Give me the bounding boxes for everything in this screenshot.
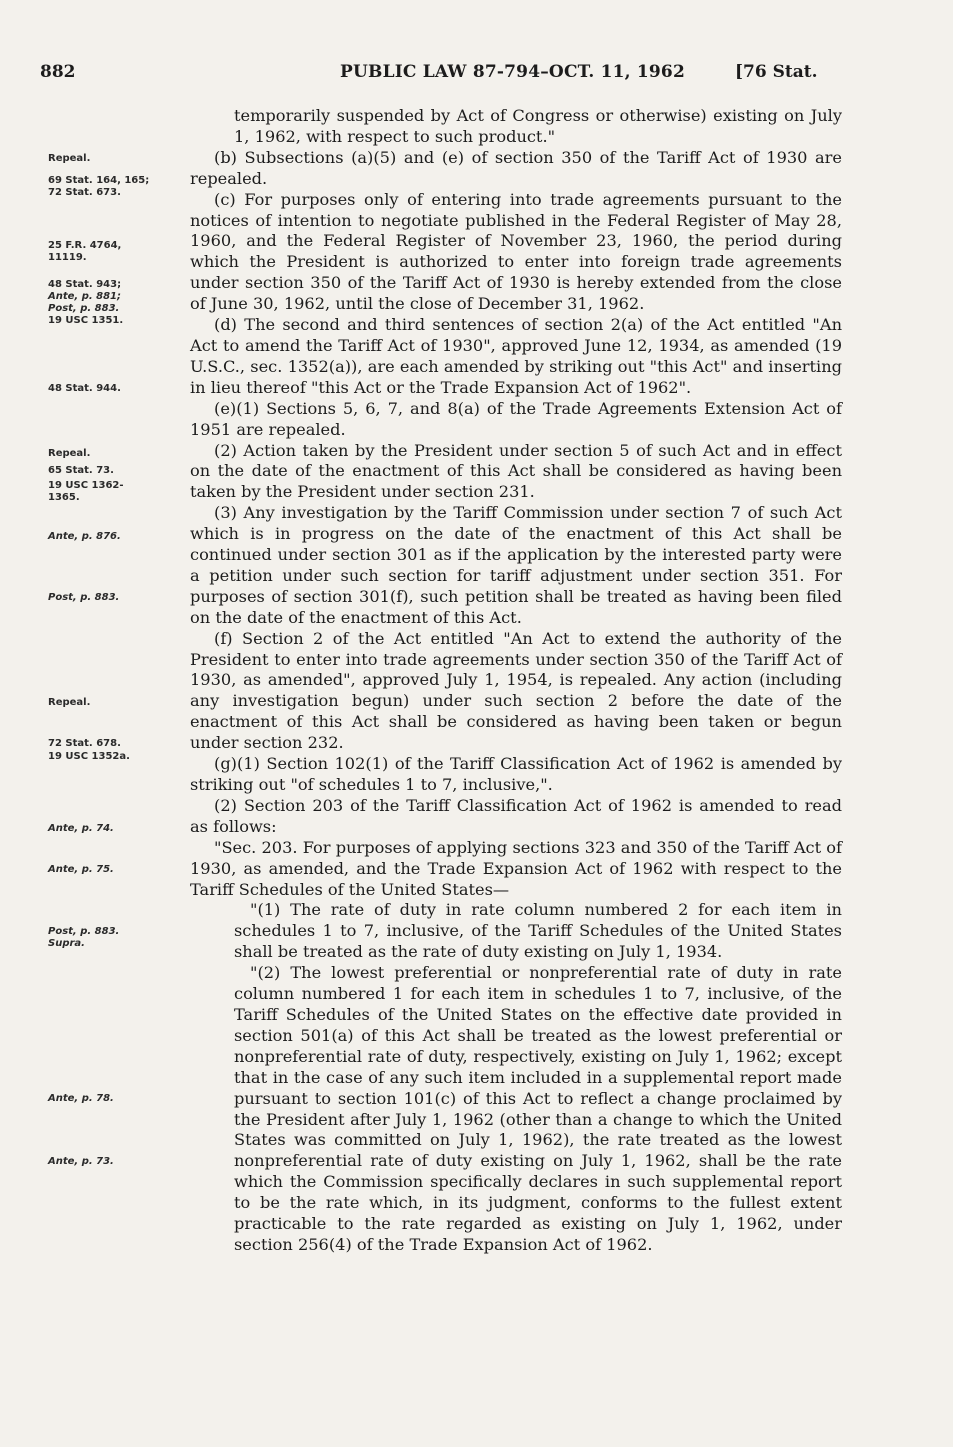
margin-note: 48 Stat. 944. — [48, 383, 121, 394]
margin-note: Ante, p. 881; — [48, 291, 122, 302]
margin-note: 72 Stat. 678. — [48, 738, 121, 749]
paragraph: (e)(1) Sections 5, 6, 7, and 8(a) of the Trade Agreements Extension Act of 1951 are repealed. — [190, 398, 842, 439]
paragraph: "(2) The lowest preferential or nonpreferential rate of duty in rate column numbered 1 for each item in schedules 1 to 7, inclusive, of the Tariff Schedules of the United States on the effective date provided in section 501(a) of this Act shall be treated as the lowest preferential or nonpreferential rate of duty, respectively, existing on July 1, 1962; except that in the case of any such item included in a supplemental report made pursuant to section 101(c) of this Act to reflect a change proclaimed by the President after July 1, 1962 (other than a change to which the United States was committed on July 1, 1962), the rate treated as the lowest nonpreferential rate of duty existing on July 1, 1962, shall be the rate which the Commission specifically declares in such supplemental report to be the rate which, in its judgment, conforms to the fullest extent practicable to the rate regarded as existing on July 1, 1962, under section 256(4) of the Trade Expansion Act of 1962. — [234, 963, 842, 1254]
paragraph: (g)(1) Section 102(1) of the Tariff Classification Act of 1962 is amended by striking out "of schedules 1 to 7, inclusive,". — [190, 754, 842, 794]
margin-note: Post, p. 883. — [48, 303, 120, 314]
paragraph: temporarily suspended by Act of Congress or otherwise) existing on July 1, 1962, with respect to such product." — [234, 106, 842, 146]
paragraph: (2) Section 203 of the Tariff Classification Act of 1962 is amended to read as follows: — [190, 795, 842, 836]
margin-note: 72 Stat. 673. — [48, 187, 121, 198]
margin-note: Ante, p. 876. — [48, 531, 121, 542]
statute-body — [190, 106, 842, 1256]
paragraph: (c) For purposes only of entering into trade agreements pursuant to the notices of intention to negotiate published in the Federal Register of May 28, 1960, and the Federal Register of November 23, 1960, the period during which the President is authorized to enter into foreign trade agreements under section 350 of the Tariff Act of 1930 is hereby extended from the close of June 30, 1962, until the close of December 31, 1962. — [190, 189, 842, 314]
margin-note: Ante, p. 74. — [48, 823, 114, 834]
paragraph: (f) Section 2 of the Act entitled "An Act to extend the authority of the President to enter into trade agreements under section 350 of the Tariff Act of 1930, as amended", approved July 1, 1954, is repealed. Any action (including any investigation begun) under such section 2 before the date of the enactment of this Act shall be considered as having been taken or begun under section 232. — [190, 628, 842, 753]
margin-note: Post, p. 883. — [48, 926, 120, 937]
paragraph: "Sec. 203. For purposes of applying sections 323 and 350 of the Tariff Act of 1930, as amended, and the Trade Expansion Act of 1962 with respect to the Tariff Schedules of the United States— — [190, 837, 842, 899]
running-head: PUBLIC LAW 87-794–OCT. 11, 1962 — [340, 62, 685, 82]
margin-note: 48 Stat. 943; — [48, 279, 122, 290]
margin-note: 19 USC 1352a. — [48, 751, 130, 762]
margin-note: Post, p. 883. — [48, 592, 120, 603]
margin-notes — [0, 0, 180, 1447]
margin-note: Ante, p. 75. — [48, 864, 114, 875]
paragraph: "(1) The rate of duty in rate column numbered 2 for each item in schedules 1 to 7, inclusive, of the Tariff Schedules of the United States shall be treated as the rate of duty existing on July 1, 1934. — [234, 900, 842, 962]
margin-note: 65 Stat. 73. — [48, 465, 114, 476]
margin-note: Repeal. — [48, 697, 91, 708]
margin-note: 19 USC 1362- — [48, 480, 124, 491]
margin-note: Ante, p. 73. — [48, 1156, 114, 1167]
margin-note: Supra. — [48, 938, 85, 949]
margin-note: Repeal. — [48, 153, 91, 164]
paragraph: (2) Action taken by the President under section 5 of such Act and in effect on the date of the enactment of this Act shall be considered as having been taken by the President under section 231. — [190, 440, 842, 502]
page-number: 882 — [40, 62, 76, 82]
paragraph: (d) The second and third sentences of section 2(a) of the Act entitled "An Act to amend the Tariff Act of 1930", approved June 12, 1934, as amended (19 U.S.C., sec. 1352(a)), are each amended by striking out "this Act" and inserting in lieu thereof "this Act or the Trade Expansion Act of 1962". — [190, 315, 842, 397]
margin-note: Ante, p. 78. — [48, 1093, 114, 1104]
margin-note: 19 USC 1351. — [48, 315, 124, 326]
margin-note: Repeal. — [48, 448, 91, 459]
paragraph: (b) Subsections (a)(5) and (e) of section 350 of the Tariff Act of 1930 are repealed. — [190, 147, 842, 188]
margin-note: 11119. — [48, 252, 87, 263]
paragraph: (3) Any investigation by the Tariff Commission under section 7 of such Act which is in progress on the date of the enactment of this Act shall be continued under section 301 as if the application by the interested party were a petition under such section for tariff adjustment under section 351. For purposes of section 301(f), such petition shall be treated as having been filed on the date of the enactment of this Act. — [190, 503, 842, 627]
margin-note: 25 F.R. 4764, — [48, 240, 122, 251]
margin-note: 1365. — [48, 492, 80, 503]
volume-reference: [76 Stat. — [735, 62, 818, 82]
margin-note: 69 Stat. 164, 165; — [48, 175, 150, 186]
